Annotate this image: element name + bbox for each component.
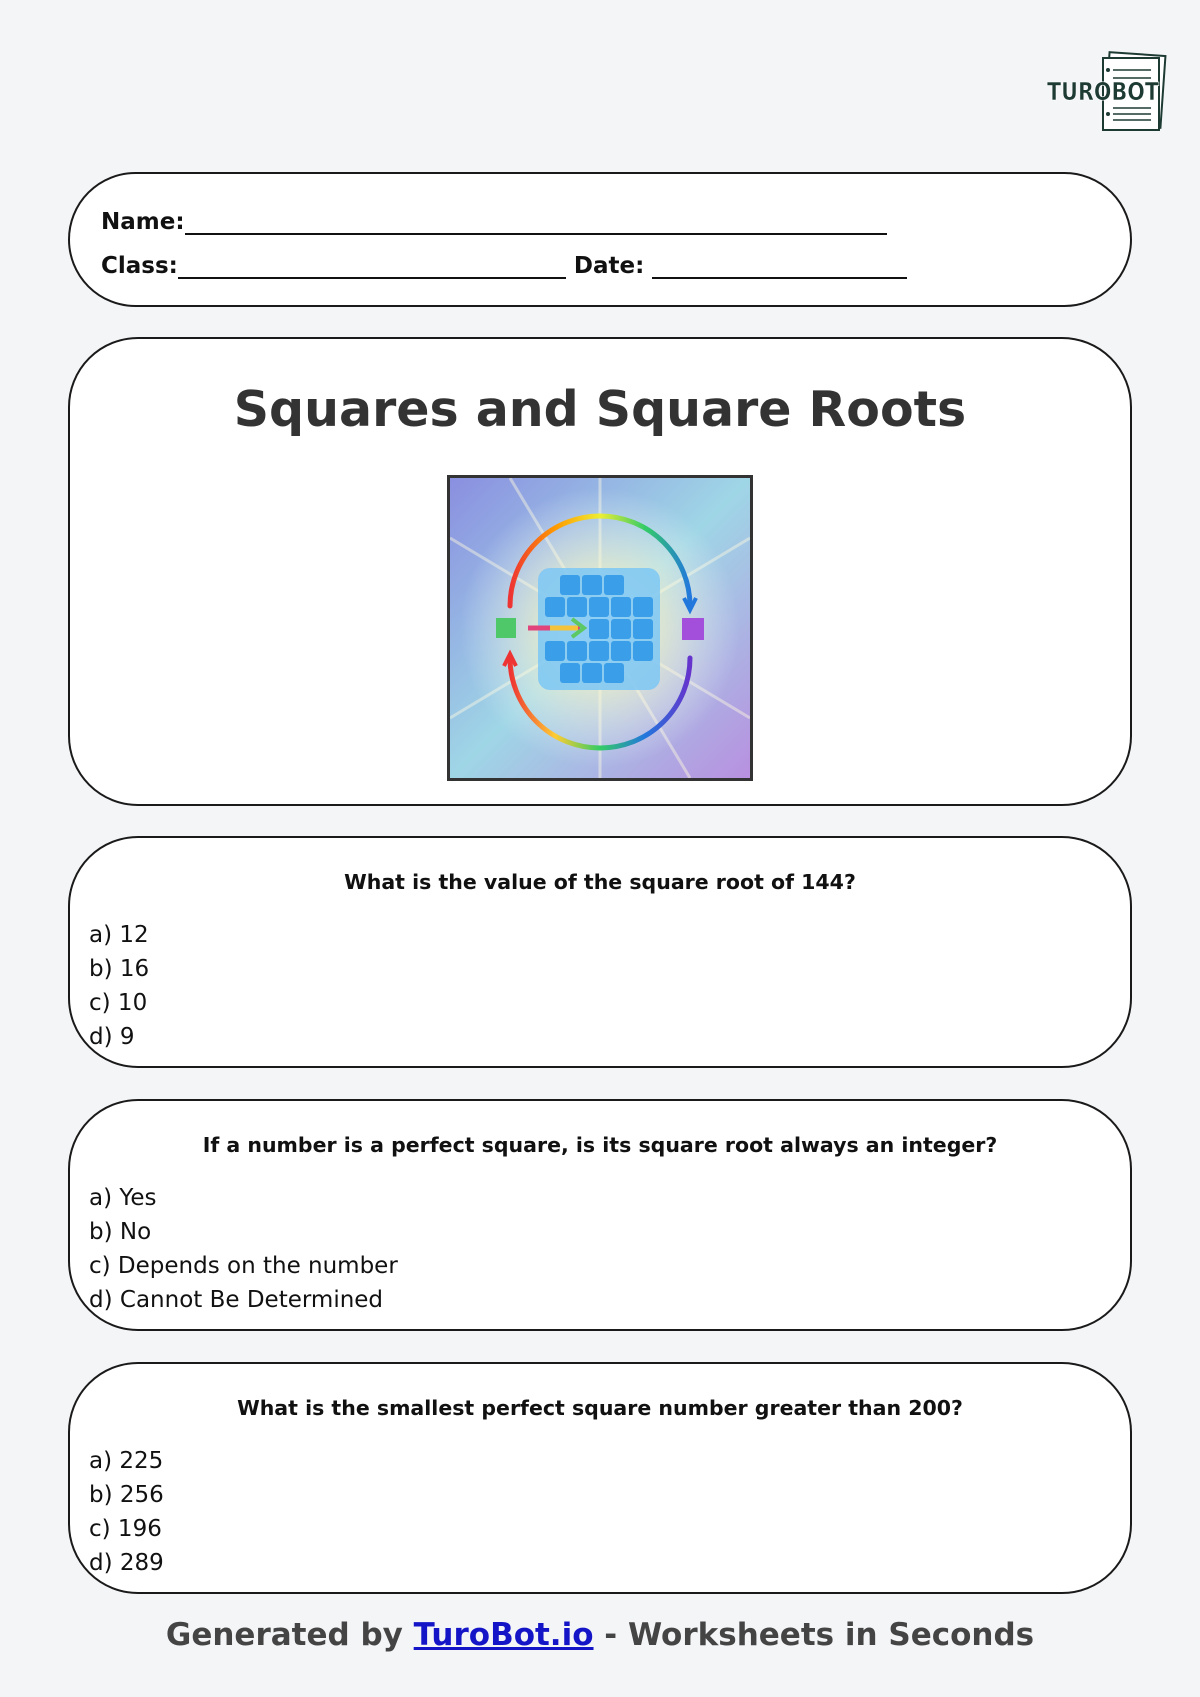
- name-field[interactable]: [185, 209, 887, 235]
- footer-suffix: - Worksheets in Seconds: [593, 1617, 1035, 1653]
- option-d[interactable]: d) 289: [89, 1550, 164, 1576]
- class-field[interactable]: [178, 253, 566, 279]
- option-a[interactable]: a) Yes: [89, 1185, 157, 1211]
- turobot-logo: [1045, 50, 1170, 140]
- student-info-card: [68, 172, 1132, 307]
- question-card-1: [68, 836, 1132, 1068]
- option-a[interactable]: a) 12: [89, 922, 149, 948]
- question-text: What is the smallest perfect square number greater than 200?: [237, 1396, 963, 1420]
- date-field[interactable]: [652, 253, 907, 279]
- option-d[interactable]: d) 9: [89, 1024, 135, 1050]
- question-text: What is the value of the square root of 144?: [344, 870, 856, 894]
- date-label: Date:: [573, 253, 645, 279]
- option-d[interactable]: d) Cannot Be Determined: [89, 1287, 384, 1313]
- title-card: [68, 337, 1132, 806]
- options-list: [89, 1444, 164, 1580]
- options-list: [89, 1181, 398, 1317]
- option-b[interactable]: b) 16: [89, 956, 150, 982]
- logo-text: TUROBOT: [1047, 77, 1159, 106]
- footer-prefix: Generated by: [165, 1617, 414, 1653]
- options-list: [89, 918, 149, 1054]
- question-card-3: [68, 1362, 1132, 1594]
- turobot-link[interactable]: TuroBot.io: [413, 1617, 594, 1653]
- question-text: If a number is a perfect square, is its square root always an integer?: [202, 1133, 998, 1157]
- class-label: Class:: [101, 253, 178, 279]
- option-b[interactable]: b) No: [89, 1219, 152, 1245]
- square-grid-arrows-illustration: [447, 475, 753, 781]
- class-date-row: [101, 253, 907, 279]
- name-label: Name:: [101, 209, 185, 235]
- option-c[interactable]: c) 10: [89, 990, 148, 1016]
- worksheet-title: Squares and Square Roots: [233, 381, 967, 438]
- footer: [0, 1617, 1200, 1653]
- option-a[interactable]: a) 225: [89, 1448, 164, 1474]
- option-c[interactable]: c) Depends on the number: [89, 1253, 398, 1279]
- question-card-2: [68, 1099, 1132, 1331]
- option-b[interactable]: b) 256: [89, 1482, 164, 1508]
- option-c[interactable]: c) 196: [89, 1516, 162, 1542]
- name-row: [101, 209, 887, 235]
